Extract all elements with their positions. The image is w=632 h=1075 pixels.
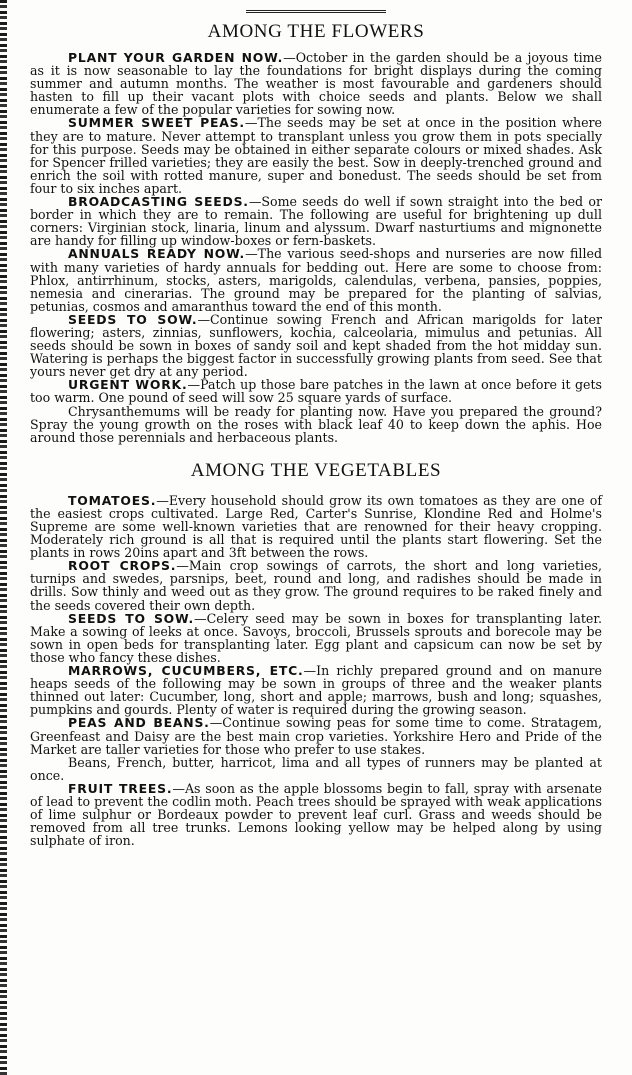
para-beans: Beans, French, butter, harricot, lima and all types of runners may be planted at once.: [30, 754, 602, 783]
text-marrows: —In richly prepared ground and on manure heaps seeds of the following may be sown in groups of three and the weaker plants thinned out later: Cucumber, long, short and apple; marrows, bush and long; squashes, pumpkins and gourds. Plenty of water is required during the growing season.: [30, 663, 602, 718]
heading-plant-garden: PLANT YOUR GARDEN NOW.: [68, 50, 284, 65]
text-urgent-work: —Patch up those bare patches in the lawn at once before it gets too warm. One pound of seed will sow 25 square yards of surface.: [30, 377, 602, 406]
para-plant-garden: [30, 51, 602, 116]
para-chrysanthemums: Chrysanthemums will be ready for planting now. Have you prepared the ground? Spray the young growth on the roses with black leaf 40 to keep down the aphis. Hoe around those perennials and herbaceous plants.: [30, 403, 602, 445]
text-tomatoes: —Every household should grow its own tomatoes as they are one of the easiest crops cultivated. Large Red, Carter's Sunrise, Klondine Red and Holme's Supreme are some well-known varieties that are renowned for their heavy cropping. Moderately rich ground is all that is required until the plants start flowering. Set the plants in rows 20ins apart and 3ft between the rows.: [30, 492, 602, 561]
heading-sweet-peas: SUMMER SWEET PEAS.: [68, 115, 245, 131]
heading-fruit-trees: FRUIT TREES.: [68, 780, 173, 796]
para-veg-seeds: [30, 612, 602, 664]
text-plant-garden: —October in the garden should be a joyous time as it is now seasonable to lay the foundations for bright displays during the coming summer and autumn months. The weather is most favourable and gardeners should hasten to fill up their vacant plots with choice seeds and plants. Below we shall enumerate a few of the popular varieties for sowing now.: [30, 50, 603, 118]
flowers-title: AMONG THE FLOWERS: [207, 21, 425, 42]
vegetables-title: AMONG THE VEGETABLES: [190, 459, 442, 481]
heading-broadcasting: BROADCASTING SEEDS.: [68, 194, 249, 210]
text-sweet-peas: —The seeds may be set at once in the position where they are to mature. Never attempt to transplant unless you grow them in pots specially for this purpose. Seeds may be obtained in either separate colours or mixed shades. Ask for Spencer frilled varieties; they are easily the best. Sow in deeply-trenched ground and enrich the soil with rotted manure, super and bonedust. The seeds should be set from four to six inches apart.: [30, 115, 602, 196]
para-root-crops: [30, 559, 602, 611]
page-edge-strip: [0, 0, 7, 1075]
text-broadcasting: —Some seeds do well if sown straight into the bed or border in which they are to remain. The following are useful for brightening up dull corners: Virginian stock, linaria, linum and alyssum. Dwarf nasturtiums and mignonette are handy for filling up window-boxes or fern-baskets.: [30, 194, 602, 249]
para-urgent-work: [30, 378, 602, 404]
heading-tomatoes: TOMATOES.: [68, 492, 157, 508]
heading-peas-beans: PEAS AND BEANS.: [68, 715, 210, 731]
text-root-crops: —Main crop sowings of carrots, the short and long varieties, turnips and swedes, parsnips, beet, round and long, and radishes should be made in drills. Sow thinly and weed out as they grow. The ground requires to be raked finely and the seeds covered their own depth.: [30, 558, 603, 613]
text-veg-seeds: —Celery seed may be sown in boxes for transplanting later. Make a sowing of leeks at once. Savoys, broccoli, Brussels sprouts and borecole may be sown in open beds for transplanting later. Egg plant and capsicum can now be set by those who fancy these dishes.: [30, 610, 602, 665]
heading-root-crops: ROOT CROPS.: [68, 558, 177, 574]
para-peas-beans: [30, 716, 602, 755]
heading-flower-seeds: SEEDS TO SOW.: [68, 311, 198, 327]
text-fruit-trees: —As soon as the apple blossoms begin to fall, spray with arsenate of lead to prevent the codlin moth. Peach trees should be sprayed with weak applications of lime sulphur or Bordeaux powder to prevent leaf curl. Grass and weeds should be removed from all tree trunks. Lemons looking yellow may be helped along by using sulphate of iron.: [30, 780, 602, 849]
para-fruit-trees: [30, 782, 602, 847]
heading-annuals: ANNUALS READY NOW.: [68, 246, 246, 262]
para-broadcasting: [30, 195, 602, 247]
heading-marrows: MARROWS, CUCUMBERS, ETC.: [68, 663, 304, 679]
heading-urgent-work: URGENT WORK.: [68, 377, 188, 393]
text-peas-beans: —Continue sowing peas for some time to come. Stratagem, Greenfeast and Daisy are the best main crop varieties. Yorkshire Hero and Pride of the Market are taller varieties for those who prefer to use stakes.: [30, 715, 602, 757]
text-annuals: —The various seed-shops and nurseries are now filled with many varieties of hardy annuals for bedding out. Here are some to choose from: Phlox, antirrhinum, stocks, asters, marigolds, calendulas, verbena, pansies, poppies, nemesia and cinerarias. The ground may be prepared for the planting of salvias, petunias, cosmos and amaranthus toward the end of this month.: [30, 246, 602, 314]
para-annuals: [30, 247, 602, 312]
para-flower-seeds: [30, 313, 602, 378]
heading-veg-seeds: SEEDS TO SOW.: [68, 610, 194, 626]
para-tomatoes: [30, 494, 602, 559]
para-marrows: [30, 664, 602, 716]
top-rule: [246, 10, 386, 13]
article-column: [30, 10, 602, 847]
para-sweet-peas: [30, 116, 602, 195]
text-flower-seeds: —Continue sowing French and African marigolds for later flowering; asters, zinnias, sunflowers, kochia, calceolaria, mimulus and petunias. All seeds should be sown in boxes of sandy soil and kept shaded from the hot midday sun. Watering is perhaps the biggest factor in successfully growing plants from seed. See that yours never get dry at any period.: [30, 311, 602, 380]
